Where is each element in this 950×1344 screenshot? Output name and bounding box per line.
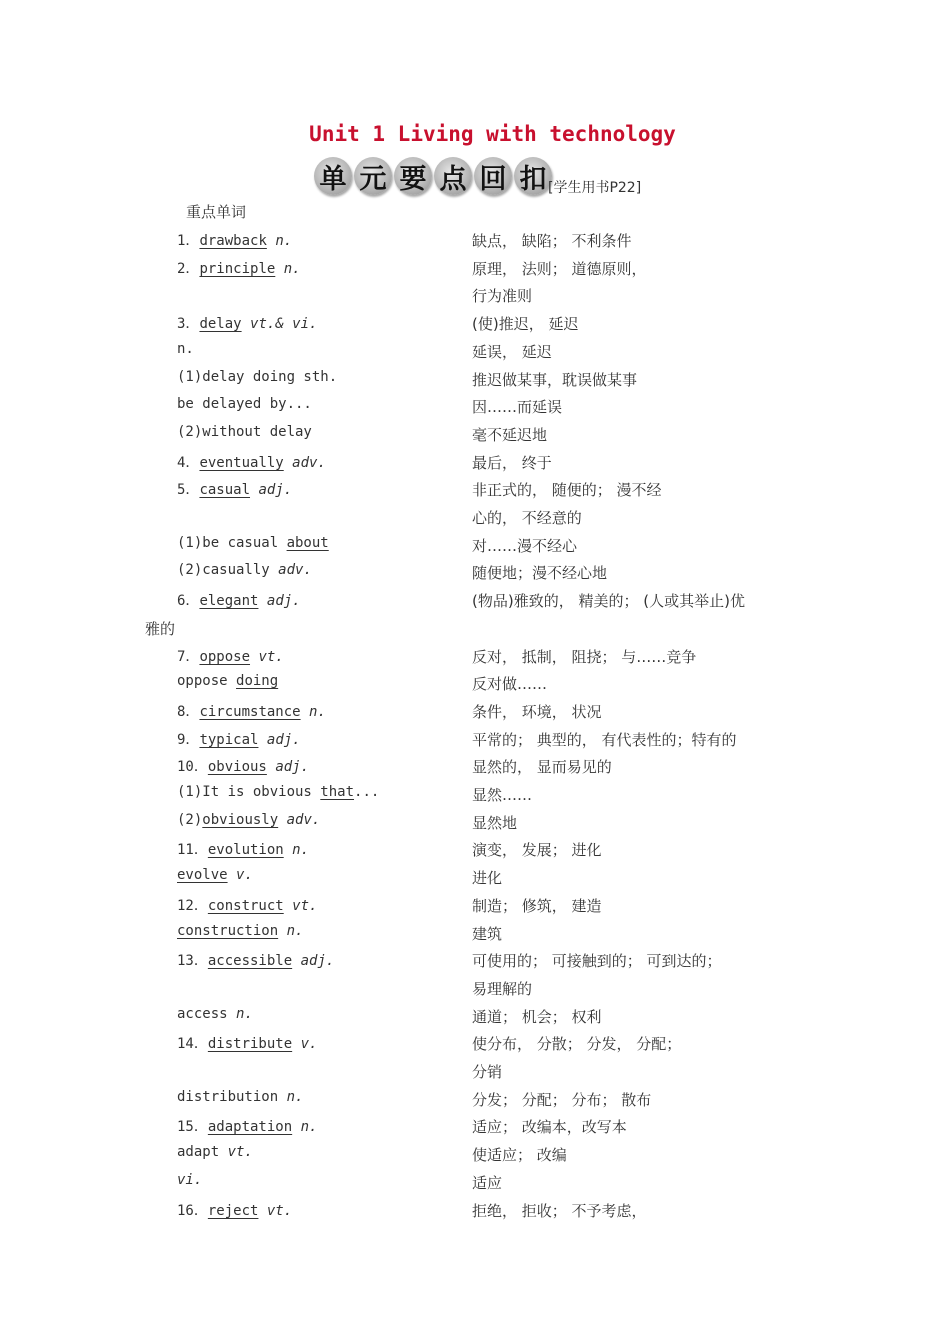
- english-entry: [177, 1033, 317, 1053]
- chinese-meaning: 拒绝， 拒收； 不予考虑，: [472, 1201, 647, 1220]
- vocab-row: [0, 1033, 950, 1057]
- part-of-speech: adj.: [266, 731, 301, 748]
- english-entry: [177, 562, 312, 578]
- chinese-meaning: 分销: [472, 1063, 503, 1081]
- english-entry: [177, 313, 317, 333]
- vocab-row: [0, 285, 950, 309]
- vocab-row: [0, 507, 950, 531]
- chinese-meaning: 适应； 改编本，改写本: [472, 1118, 627, 1137]
- vocab-row: [0, 535, 950, 559]
- section-banner: [314, 156, 552, 196]
- chinese-meaning: 使适应； 改编: [472, 1146, 567, 1165]
- chinese-meaning: 随便地；漫不经心地: [472, 564, 608, 583]
- entry-text: n.: [177, 340, 194, 357]
- chinese-meaning: 因……而延误: [472, 398, 563, 417]
- chinese-meaning: 原理， 法则； 道德原则，: [472, 259, 647, 278]
- page-title: Unit 1 Living with technology: [309, 122, 676, 146]
- english-entry: [177, 756, 309, 776]
- banner-char: 回: [474, 157, 512, 195]
- item-number: 9．: [177, 731, 200, 748]
- vocab-row: [0, 756, 950, 780]
- part-of-speech: n.: [283, 260, 301, 277]
- chinese-meaning: 显然……: [472, 786, 533, 804]
- part-of-speech: vt.: [227, 1144, 253, 1161]
- part-of-speech: adj.: [258, 482, 293, 499]
- headword: distribute: [207, 1036, 293, 1053]
- headword: about: [286, 534, 329, 551]
- chinese-meaning: 条件， 环境， 状况: [472, 702, 602, 721]
- chinese-meaning: 反对， 抵制， 阻挠； 与……竞争: [472, 647, 697, 666]
- headword: circumstance: [199, 703, 301, 720]
- vocab-row: [0, 950, 950, 974]
- chinese-meaning: 分发； 分配； 分布； 散布: [472, 1090, 652, 1109]
- textbook-page-reference: [学生用书P22]: [548, 180, 642, 196]
- chinese-meaning: 显然的， 显而易见的: [472, 758, 612, 777]
- vocab-row: [0, 646, 950, 670]
- part-of-speech: vi.: [177, 1171, 203, 1188]
- part-of-speech: vt.& vi.: [250, 316, 318, 333]
- vocab-row: [0, 396, 950, 420]
- entry-text: (1)delay doing sth.: [177, 368, 338, 385]
- wrapped-meaning: 雅的: [145, 619, 176, 638]
- item-number: 4．: [177, 454, 200, 471]
- entry-text: (1)be casual: [177, 534, 287, 551]
- vocab-row: [0, 1089, 950, 1113]
- chinese-meaning: 显然地: [472, 813, 518, 832]
- chinese-meaning: 制造； 修筑， 建造: [472, 896, 602, 915]
- part-of-speech: vt.: [258, 648, 284, 665]
- headword: typical: [199, 731, 259, 748]
- vocab-row: [0, 1061, 950, 1085]
- english-entry: [177, 369, 337, 385]
- headword: oppose: [199, 648, 251, 665]
- chinese-meaning: 反对做……: [472, 675, 548, 694]
- headword: accessible: [207, 953, 293, 970]
- item-number: 11．: [177, 842, 208, 859]
- item-number: 10．: [177, 759, 208, 776]
- item-number: 2．: [177, 260, 200, 277]
- entry-text: (2): [177, 811, 203, 828]
- english-entry: [177, 729, 301, 749]
- english-entry: [177, 701, 326, 721]
- english-entry: [177, 784, 379, 800]
- vocab-row: [0, 867, 950, 891]
- headword: delay: [199, 316, 242, 333]
- banner-char: 单: [314, 157, 352, 195]
- item-number: 1．: [177, 233, 200, 249]
- vocab-row: [0, 1200, 950, 1224]
- vocab-row: [0, 923, 950, 947]
- english-entry: [177, 646, 284, 666]
- vocab-row: [0, 313, 950, 337]
- chinese-meaning: 使分布， 分散； 分发， 分配；: [472, 1035, 682, 1054]
- vocab-row: [0, 1116, 950, 1140]
- item-number: 3．: [177, 316, 200, 333]
- chinese-meaning: 缺点， 缺陷； 不利条件: [472, 232, 632, 250]
- chinese-meaning: 平常的； 典型的， 有代表性的；特有的: [472, 730, 737, 749]
- entry-text: be delayed by...: [177, 396, 312, 413]
- part-of-speech: n.: [309, 703, 326, 720]
- vocab-row: [0, 895, 950, 919]
- headword: adaptation: [207, 1119, 293, 1136]
- entry-text: access: [177, 1005, 237, 1022]
- banner-char: 点: [434, 157, 472, 195]
- entry-text: distribution: [177, 1088, 287, 1105]
- vocab-row: [0, 258, 950, 282]
- headword: casual: [199, 482, 251, 499]
- banner-char: 元: [354, 157, 392, 195]
- english-entry: [177, 839, 309, 859]
- vocab-row: [0, 230, 950, 254]
- vocab-row: [0, 479, 950, 503]
- vocab-row: [0, 618, 950, 642]
- part-of-speech: vt.: [266, 1202, 293, 1219]
- vocab-row: [0, 839, 950, 863]
- english-entry: [177, 895, 317, 915]
- part-of-speech: n.: [286, 1088, 304, 1105]
- english-entry: [177, 396, 312, 412]
- headword: drawback: [199, 233, 267, 249]
- english-entry: [177, 812, 320, 828]
- part-of-speech: vt.: [292, 897, 318, 914]
- part-of-speech: n.: [300, 1119, 318, 1136]
- english-entry: [177, 1089, 303, 1105]
- item-number: 15．: [177, 1119, 208, 1136]
- part-of-speech: adj.: [266, 593, 301, 610]
- part-of-speech: adv.: [286, 811, 321, 828]
- entry-text: (2)without delay: [177, 423, 312, 440]
- banner-char: 要: [394, 157, 432, 195]
- part-of-speech: adv.: [292, 454, 326, 471]
- headword: that: [320, 784, 355, 800]
- chinese-meaning: 最后， 终于: [472, 453, 552, 472]
- english-entry: [177, 950, 334, 970]
- vocab-row: [0, 812, 950, 836]
- vocab-row: [0, 729, 950, 753]
- banner-char: 扣: [514, 157, 552, 195]
- chinese-meaning: 演变， 发展； 进化: [472, 841, 602, 860]
- english-entry: [177, 1200, 292, 1220]
- vocab-row: [0, 424, 950, 448]
- english-entry: [177, 1172, 202, 1188]
- chinese-meaning: 易理解的: [472, 979, 533, 998]
- headword: eventually: [199, 454, 284, 471]
- part-of-speech: n.: [275, 233, 293, 249]
- entry-text: adapt: [177, 1144, 228, 1161]
- part-of-speech: n.: [236, 1005, 253, 1022]
- english-entry: [177, 923, 303, 939]
- headword: reject: [207, 1202, 259, 1219]
- entry-text: (1)It is obvious: [177, 784, 321, 800]
- headword: principle: [199, 260, 276, 277]
- item-number: 12．: [177, 897, 208, 914]
- english-entry: [177, 230, 292, 250]
- vocab-row: [0, 1172, 950, 1196]
- english-entry: [177, 1006, 253, 1022]
- part-of-speech: v.: [236, 867, 253, 884]
- part-of-speech: adj.: [275, 759, 310, 776]
- item-number: 6．: [177, 593, 200, 610]
- vocab-row: [0, 701, 950, 725]
- english-entry: [177, 535, 329, 551]
- vocab-row: [0, 784, 950, 808]
- headword: doing: [236, 673, 279, 690]
- vocab-row: [0, 1144, 950, 1168]
- vocab-row: [0, 452, 950, 476]
- chinese-meaning: 对……漫不经心: [472, 536, 578, 555]
- entry-suffix: ...: [354, 784, 380, 800]
- english-entry: [177, 258, 301, 278]
- english-entry: [177, 590, 301, 610]
- english-entry: [177, 479, 292, 499]
- english-entry: [177, 424, 312, 440]
- chinese-meaning: 可使用的； 可接触到的； 可到达的；: [472, 952, 722, 971]
- part-of-speech: v.: [300, 1036, 318, 1053]
- chinese-meaning: 推迟做某事，耽误做某事: [472, 370, 638, 389]
- part-of-speech: adj.: [300, 953, 335, 970]
- headword: obvious: [207, 759, 267, 776]
- headword: elegant: [199, 593, 259, 610]
- chinese-meaning: 进化: [472, 869, 503, 888]
- vocab-row: [0, 369, 950, 393]
- chinese-meaning: (使)推迟， 延迟: [472, 315, 579, 334]
- item-number: 5．: [177, 482, 200, 499]
- english-entry: [177, 867, 253, 883]
- headword: construct: [207, 897, 284, 914]
- english-entry: [177, 341, 194, 357]
- chinese-meaning: (物品)雅致的， 精美的； (人或其举止)优: [472, 592, 745, 611]
- banner-chars: [314, 157, 552, 195]
- item-number: 8．: [177, 703, 200, 720]
- chinese-meaning: 行为准则: [472, 287, 533, 306]
- entry-text: (2)casually: [177, 562, 279, 579]
- part-of-speech: n.: [286, 922, 304, 939]
- chinese-meaning: 毫不延迟地: [472, 425, 548, 444]
- vocab-row: [0, 978, 950, 1002]
- headword: construction: [177, 922, 279, 939]
- english-entry: [177, 673, 278, 689]
- chinese-meaning: 延误， 延迟: [472, 342, 552, 361]
- vocab-row: [0, 341, 950, 365]
- headword: obviously: [202, 811, 279, 828]
- part-of-speech: n.: [292, 842, 310, 859]
- item-number: 7．: [177, 648, 200, 665]
- english-entry: [177, 452, 326, 472]
- part-of-speech: adv.: [278, 562, 312, 579]
- chinese-meaning: 适应: [472, 1173, 503, 1192]
- chinese-meaning: 非正式的， 随便的； 漫不经: [472, 481, 662, 500]
- item-number: 14．: [177, 1036, 208, 1053]
- chinese-meaning: 通道； 机会； 权利: [472, 1007, 602, 1026]
- vocab-row: [0, 1006, 950, 1030]
- item-number: 13．: [177, 953, 208, 970]
- vocab-row: [0, 673, 950, 697]
- entry-text: oppose: [177, 673, 237, 690]
- english-entry: [177, 1116, 317, 1136]
- section-heading: 重点单词: [186, 203, 247, 221]
- chinese-meaning: 建筑: [472, 924, 503, 943]
- headword: evolution: [207, 842, 284, 859]
- english-entry: [177, 1144, 253, 1160]
- item-number: 16．: [177, 1202, 208, 1219]
- chinese-meaning: 心的， 不经意的: [472, 509, 582, 527]
- vocab-row: [0, 590, 950, 614]
- vocab-row: [0, 562, 950, 586]
- headword: evolve: [177, 867, 228, 884]
